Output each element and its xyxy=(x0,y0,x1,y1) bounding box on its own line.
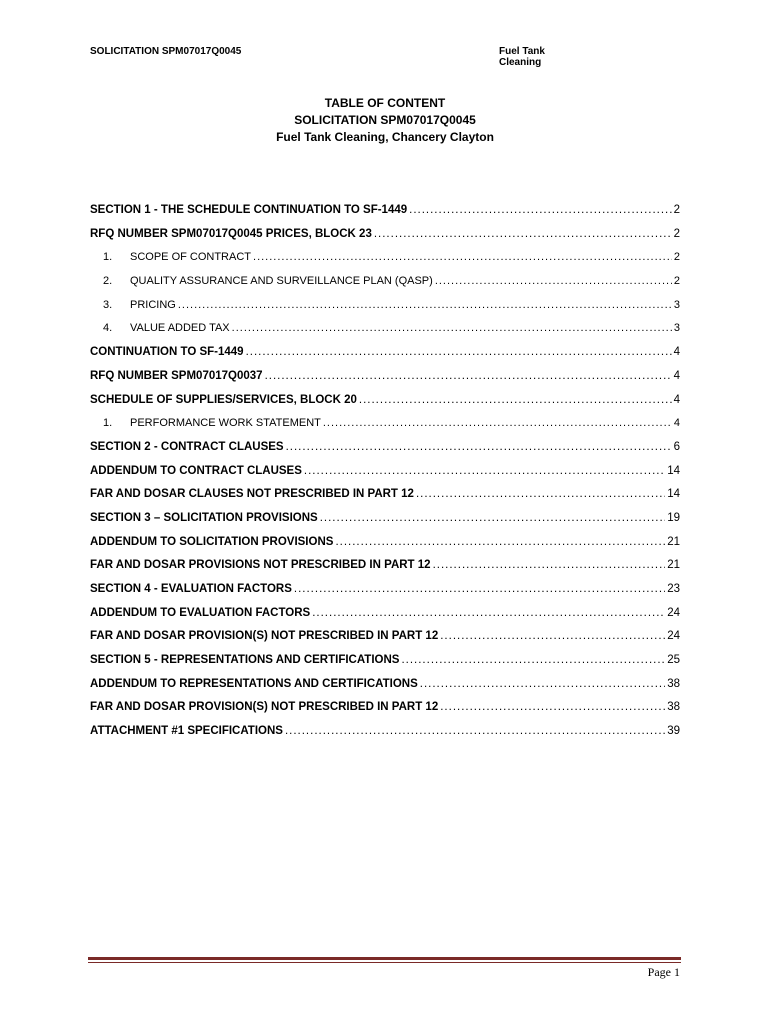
dot-leader xyxy=(304,465,665,477)
toc-entry[interactable] xyxy=(90,465,680,489)
footer-rule xyxy=(88,957,681,960)
toc-entry-page: 38 xyxy=(667,677,680,690)
toc-entry-label: PERFORMANCE WORK STATEMENT xyxy=(130,417,321,430)
document-title-block xyxy=(90,95,680,146)
dot-leader xyxy=(285,725,665,737)
toc-entry[interactable] xyxy=(90,701,680,725)
dot-leader xyxy=(359,394,672,406)
dot-leader xyxy=(335,536,665,548)
toc-entry-label: PRICING xyxy=(130,298,176,311)
toc-entry-page: 24 xyxy=(667,606,680,619)
toc-entry-label: ADDENDUM TO SOLICITATION PROVISIONS xyxy=(90,535,334,548)
dot-leader xyxy=(178,299,672,311)
toc-entry-page: 4 xyxy=(673,369,680,382)
toc-entry-page: 24 xyxy=(667,630,680,643)
toc-subentry[interactable] xyxy=(90,299,680,323)
toc-entry[interactable] xyxy=(90,583,680,607)
toc-entry-label: FAR AND DOSAR PROVISION(S) NOT PRESCRIBED IN PART 12 xyxy=(90,701,439,714)
dot-leader xyxy=(374,228,672,240)
toc-entry-label: SCOPE OF CONTRACT xyxy=(130,251,252,264)
dot-leader xyxy=(323,417,672,429)
dot-leader xyxy=(294,583,665,595)
dot-leader xyxy=(312,607,665,619)
toc-entry-page: 14 xyxy=(667,464,680,477)
toc-entry-page: 25 xyxy=(667,654,680,667)
toc-entry-label: RFQ NUMBER SPM07017Q0037 xyxy=(90,369,263,382)
toc-entry-label: ATTACHMENT #1 SPECIFICATIONS xyxy=(90,725,283,738)
toc-entry[interactable] xyxy=(90,536,680,560)
dot-leader xyxy=(435,275,672,287)
toc-entry[interactable] xyxy=(90,394,680,418)
project-title: Fuel Tank Cleaning, Chancery Clayton xyxy=(276,130,494,144)
toc-entry-number: 3. xyxy=(103,298,113,311)
toc-entry[interactable] xyxy=(90,441,680,465)
dot-leader xyxy=(286,441,672,453)
toc-entry[interactable] xyxy=(90,512,680,536)
toc-entry[interactable] xyxy=(90,204,680,228)
toc-entry-label: ADDENDUM TO CONTRACT CLAUSES xyxy=(90,464,302,477)
toc-entry-page: 2 xyxy=(673,275,680,288)
toc-entry[interactable] xyxy=(90,630,680,654)
toc-subentry[interactable] xyxy=(90,322,680,346)
toc-entry-label: SECTION 3 – SOLICITATION PROVISIONS xyxy=(90,511,318,524)
toc-entry-page: 2 xyxy=(673,251,680,264)
dot-leader xyxy=(246,346,672,358)
toc-entry-label: SECTION 5 - REPRESENTATIONS AND CERTIFICATIONS xyxy=(90,654,400,667)
toc-entry-page: 2 xyxy=(673,227,680,240)
dot-leader xyxy=(320,512,666,524)
header-document-topic: Fuel Tank Cleaning xyxy=(499,46,545,68)
dot-leader xyxy=(409,204,671,216)
toc-entry[interactable] xyxy=(90,370,680,394)
dot-leader xyxy=(253,251,672,263)
dot-leader xyxy=(433,559,666,571)
table-of-contents xyxy=(90,204,680,749)
toc-entry-label: RFQ NUMBER SPM07017Q0045 PRICES, BLOCK 23 xyxy=(90,227,372,240)
toc-entry-label: SCHEDULE OF SUPPLIES/SERVICES, BLOCK 20 xyxy=(90,393,357,406)
toc-entry-label: VALUE ADDED TAX xyxy=(130,322,230,335)
toc-entry[interactable] xyxy=(90,488,680,512)
toc-entry-page: 21 xyxy=(667,559,680,572)
toc-entry-label: FAR AND DOSAR CLAUSES NOT PRESCRIBED IN PART 12 xyxy=(90,488,414,501)
toc-entry[interactable] xyxy=(90,228,680,252)
toc-entry-number: 1. xyxy=(103,251,113,264)
toc-entry[interactable] xyxy=(90,654,680,678)
toc-subentry[interactable] xyxy=(90,417,680,441)
toc-entry[interactable] xyxy=(90,346,680,370)
toc-entry[interactable] xyxy=(90,607,680,631)
toc-entry-label: FAR AND DOSAR PROVISION(S) NOT PRESCRIBED IN PART 12 xyxy=(90,630,439,643)
toc-entry-label: QUALITY ASSURANCE AND SURVEILLANCE PLAN (QASP) xyxy=(130,275,433,288)
dot-leader xyxy=(232,322,672,334)
toc-entry-page: 2 xyxy=(673,204,680,216)
toc-entry-page: 4 xyxy=(673,393,680,406)
toc-entry-page: 4 xyxy=(673,417,680,430)
toc-heading: TABLE OF CONTENT xyxy=(324,96,446,110)
toc-entry-page: 6 xyxy=(673,440,680,453)
toc-entry-number: 1. xyxy=(103,417,113,430)
toc-entry-label: ADDENDUM TO EVALUATION FACTORS xyxy=(90,606,311,619)
dot-leader xyxy=(440,701,665,713)
toc-entry-label: SECTION 2 - CONTRACT CLAUSES xyxy=(90,440,284,453)
toc-entry-page: 19 xyxy=(667,511,680,524)
page-number: Page 1 xyxy=(647,965,680,979)
toc-entry-page: 14 xyxy=(667,488,680,501)
toc-entry-label: SECTION 1 - THE SCHEDULE CONTINUATION TO SF-1449 xyxy=(90,204,408,216)
header-solicitation-number: SOLICITATION SPM07017Q0045 xyxy=(90,46,242,57)
toc-entry[interactable] xyxy=(90,725,680,749)
toc-entry-page: 38 xyxy=(667,701,680,714)
toc-entry-label: ADDENDUM TO REPRESENTATIONS AND CERTIFICATIONS xyxy=(90,677,418,690)
toc-entry-page: 39 xyxy=(667,725,680,738)
dot-leader xyxy=(416,488,665,500)
solicitation-title: SOLICITATION SPM07017Q0045 xyxy=(294,113,476,127)
toc-entry-label: CONTINUATION TO SF-1449 xyxy=(90,346,244,359)
toc-entry-page: 21 xyxy=(667,535,680,548)
toc-entry-page: 3 xyxy=(673,298,680,311)
toc-entry[interactable] xyxy=(90,559,680,583)
dot-leader xyxy=(265,370,672,382)
toc-entry-number: 2. xyxy=(103,275,113,288)
footer-rule-thin xyxy=(88,962,681,963)
toc-entry-label: FAR AND DOSAR PROVISIONS NOT PRESCRIBED IN PART 12 xyxy=(90,559,431,572)
dot-leader xyxy=(420,678,665,690)
toc-entry-number: 4. xyxy=(103,322,113,335)
dot-leader xyxy=(401,654,665,666)
dot-leader xyxy=(440,630,665,642)
toc-entry-page: 23 xyxy=(667,583,680,595)
toc-subentry[interactable] xyxy=(90,275,680,299)
toc-entry-label: SECTION 4 - EVALUATION FACTORS xyxy=(90,583,292,595)
toc-entry-page: 4 xyxy=(673,346,680,359)
toc-entry-page: 3 xyxy=(673,322,680,335)
toc-entry[interactable] xyxy=(90,678,680,702)
toc-subentry[interactable] xyxy=(90,251,680,275)
